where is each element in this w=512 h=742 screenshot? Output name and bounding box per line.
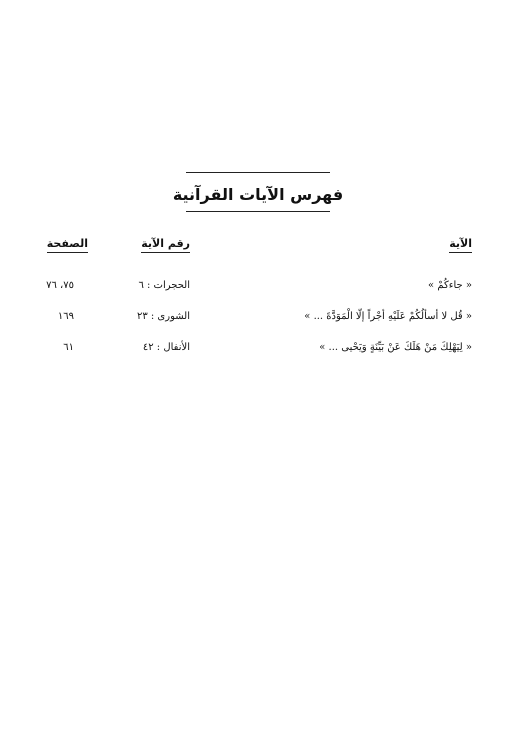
- verse-text: « قُل لا أسألُكُمْ عَلَيْهِ أجْراً إلّا الْمَوَدَّةَ ... »: [304, 311, 472, 322]
- column-header-verse-number: رقم الآية: [141, 237, 190, 253]
- verse-text: « جاءكُمْ »: [428, 280, 472, 291]
- column-header-page: الصفحة: [47, 237, 88, 253]
- table-row: [0, 311, 512, 331]
- page-number: ١٦٩: [57, 311, 74, 322]
- title-frame: [172, 172, 344, 212]
- table-header: [0, 237, 512, 257]
- page-number: ٦١: [63, 342, 74, 353]
- table-row: [0, 280, 512, 300]
- page-number: ٧٥، ٧٦: [46, 280, 74, 291]
- verse-text: « لِيَهْلِكَ مَنْ هَلَكَ عَنْ بَيِّنَةٍ وَيَحْيى ... »: [319, 342, 472, 353]
- verse-number: الشورى : ٢٣: [136, 311, 190, 322]
- verse-number: الأنفال : ٤٢: [142, 342, 190, 353]
- page-title: فهرس الآيات القرآنية: [172, 184, 344, 204]
- table-row: [0, 342, 512, 362]
- verse-number: الحجرات : ٦: [138, 280, 190, 291]
- column-header-verse: الآية: [449, 237, 472, 253]
